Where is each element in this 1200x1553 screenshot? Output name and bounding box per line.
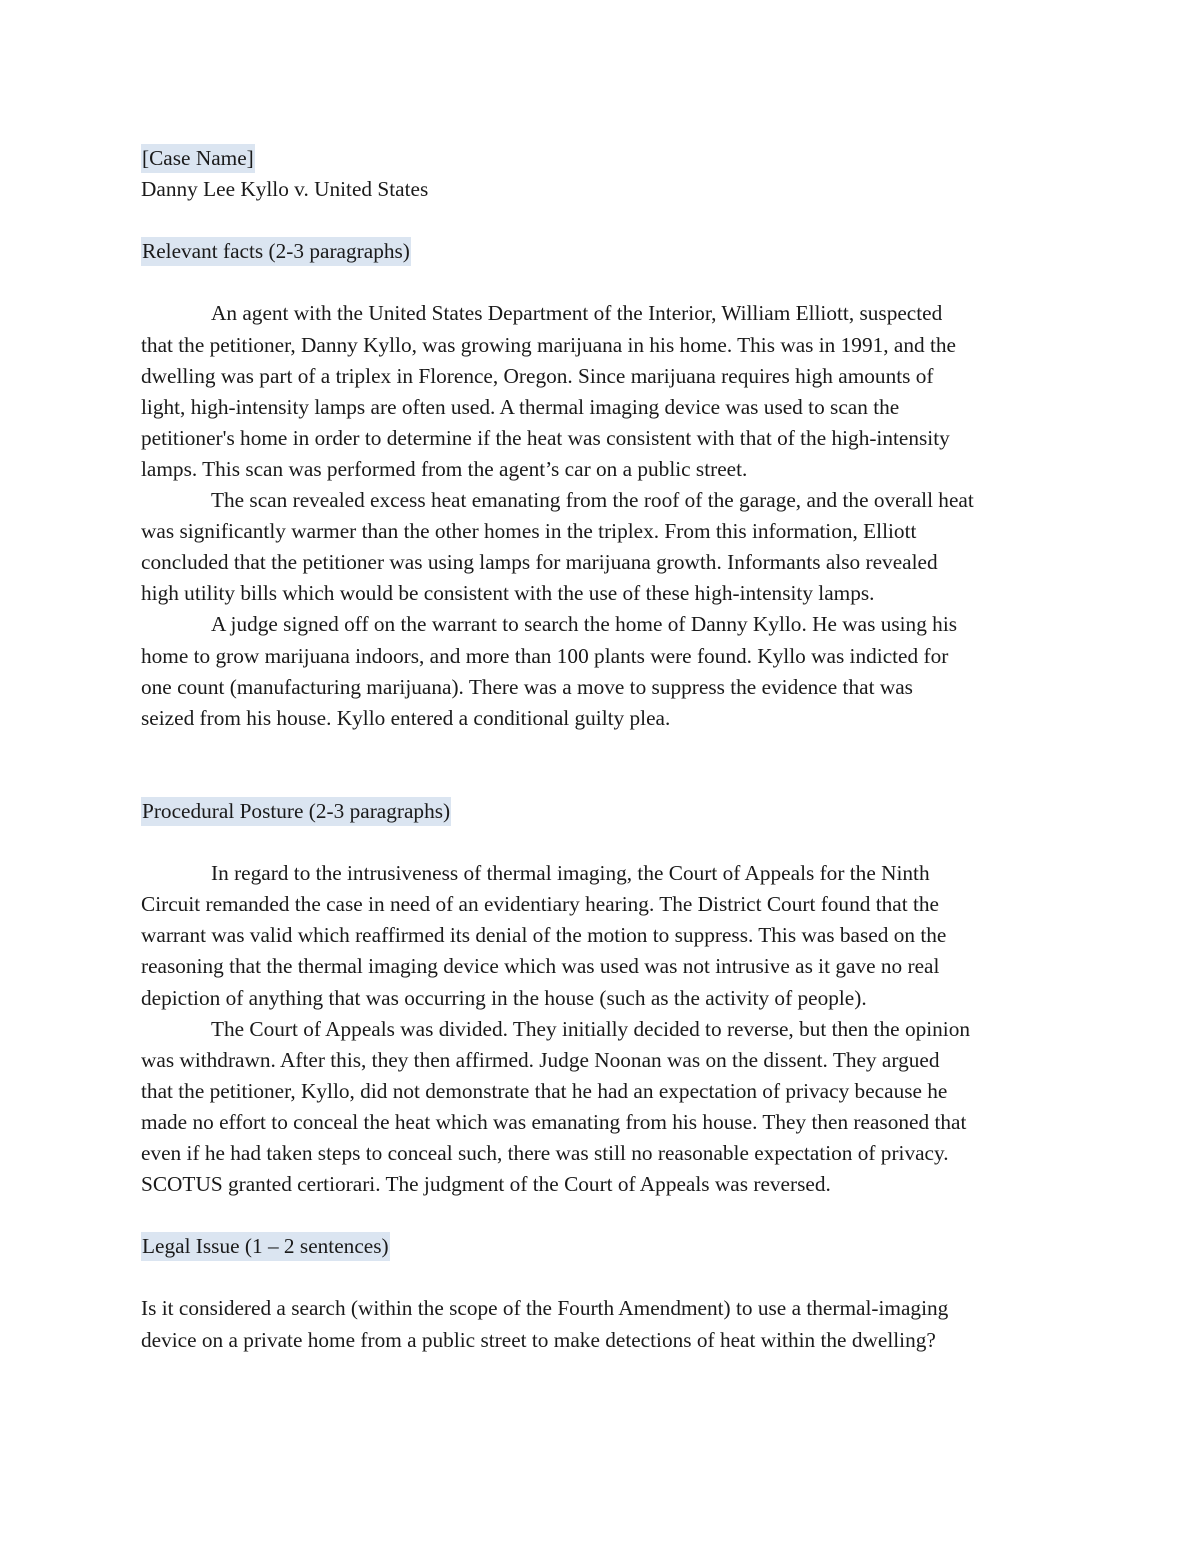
document-page [141,143,1061,1356]
text-line: light, high-intensity lamps are often used. A thermal imaging device was used to scan the [141,394,900,419]
facts-paragraph-1 [141,298,1061,485]
text-line: SCOTUS granted certiorari. The judgment of the Court of Appeals was reversed. [141,1172,831,1197]
issue-text [141,1293,1061,1355]
facts-paragraph-3 [141,609,1061,733]
text-line: The Court of Appeals was divided. They initially decided to reverse, but then the opinion [211,1016,971,1041]
text-line: concluded that the petitioner was using lamps for marijuana growth. Informants also revealed [141,550,938,575]
text-line: An agent with the United States Department of the Interior, William Elliott, suspected [211,301,943,326]
posture-paragraph-1 [141,858,1061,1013]
text-line: one count (manufacturing marijuana). There was a move to suppress the evidence that was [141,674,913,699]
heading-highlight: [Case Name] [141,144,255,173]
text-line: depiction of anything that was occurring in the house (such as the activity of people). [141,985,867,1010]
text-line: warrant was valid which reaffirmed its denial of the motion to suppress. This was based on the [141,923,947,948]
heading-highlight: Procedural Posture (2-3 paragraphs) [141,797,451,826]
text-line: A judge signed off on the warrant to search the home of Danny Kyllo. He was using his [211,612,958,637]
text-line: seized from his house. Kyllo entered a conditional guilty plea. [141,705,671,730]
text-line: petitioner's home in order to determine if the heat was consistent with that of the high-intensity [141,425,950,450]
text-line: dwelling was part of a triplex in Florence, Oregon. Since marijuana requires high amounts of [141,363,934,388]
text-line: Circuit remanded the case in need of an evidentiary hearing. The District Court found that the [141,892,939,917]
case-name-value: Danny Lee Kyllo v. United States [141,177,429,202]
issue-heading [141,1231,1061,1262]
text-line: that the petitioner, Kyllo, did not demonstrate that he had an expectation of privacy because he [141,1078,948,1103]
text-line: device on a private home from a public street to make detections of heat within the dwelling? [141,1327,936,1352]
posture-paragraph-2 [141,1014,1061,1201]
facts-heading [141,236,1061,267]
text-line: home to grow marijuana indoors, and more than 100 plants were found. Kyllo was indicted for [141,643,949,668]
posture-heading [141,796,1061,827]
case-name-heading [141,143,1061,174]
facts-paragraph-2 [141,485,1061,609]
text-line: lamps. This scan was performed from the agent’s car on a public street. [141,456,748,481]
text-line: Is it considered a search (within the scope of the Fourth Amendment) to use a thermal-imaging [141,1296,949,1321]
text-line: The scan revealed excess heat emanating from the roof of the garage, and the overall heat [211,488,974,513]
heading-highlight: Relevant facts (2-3 paragraphs) [141,237,411,266]
text-line: made no effort to conceal the heat which was emanating from his house. They then reasoned that [141,1109,967,1134]
text-line: In regard to the intrusiveness of thermal imaging, the Court of Appeals for the Ninth [211,861,930,886]
text-line: that the petitioner, Danny Kyllo, was growing marijuana in his home. This was in 1991, and the [141,332,956,357]
text-line: reasoning that the thermal imaging device which was used was not intrusive as it gave no real [141,954,940,979]
text-line: was withdrawn. After this, they then affirmed. Judge Noonan was on the dissent. They argued [141,1047,940,1072]
heading-highlight: Legal Issue (1 – 2 sentences) [141,1232,390,1261]
text-line: was significantly warmer than the other homes in the triplex. From this information, Elliott [141,519,917,544]
text-line: high utility bills which would be consistent with the use of these high-intensity lamps. [141,581,875,606]
text-line: even if he had taken steps to conceal such, there was still no reasonable expectation of privacy. [141,1141,949,1165]
